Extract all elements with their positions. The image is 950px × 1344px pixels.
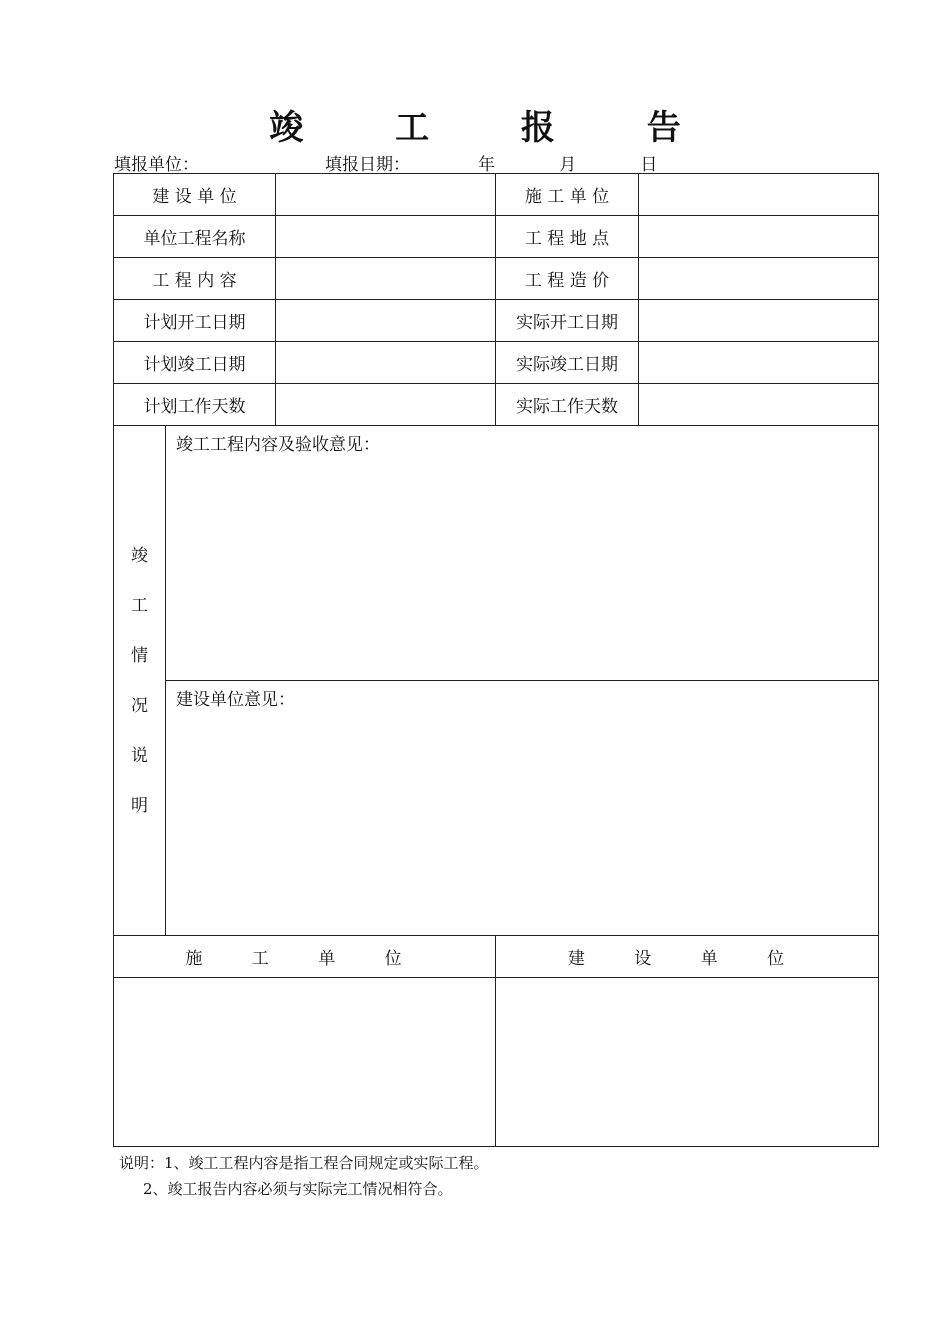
row-label-right: 实际竣工日期 xyxy=(496,342,639,384)
fill-unit-label: 填报单位： xyxy=(114,155,199,175)
contractor-signature-box[interactable] xyxy=(114,978,496,1147)
completion-content-box[interactable] xyxy=(166,426,879,681)
side-char: 明 xyxy=(131,795,148,816)
contractor-header: 施 工 单 位 xyxy=(114,936,496,978)
value-field[interactable] xyxy=(276,384,496,426)
side-char: 工 xyxy=(131,595,148,616)
value-field[interactable] xyxy=(276,300,496,342)
value-field[interactable] xyxy=(276,258,496,300)
note-line-2: 2、竣工报告内容必须与实际完工情况相符合。 xyxy=(143,1180,453,1198)
side-char: 况 xyxy=(131,695,148,716)
completion-content-label: 竣工工程内容及验收意见： xyxy=(176,435,380,455)
value-field[interactable] xyxy=(639,216,879,258)
owner-opinion-label: 建设单位意见： xyxy=(176,690,295,710)
value-field[interactable] xyxy=(639,258,879,300)
form-row xyxy=(114,216,879,258)
row-label-right: 实际工作天数 xyxy=(496,384,639,426)
value-field[interactable] xyxy=(276,174,496,216)
row-label-right: 施 工 单 位 xyxy=(496,174,639,216)
form-row xyxy=(114,342,879,384)
value-field[interactable] xyxy=(639,174,879,216)
signature-row xyxy=(114,978,879,1147)
row-label-right: 实际开工日期 xyxy=(496,300,639,342)
form-row xyxy=(114,258,879,300)
row-label-left: 单位工程名称 xyxy=(114,216,276,258)
row-label-left: 计划工作天数 xyxy=(114,384,276,426)
fill-date-ymd: 年 月 日 xyxy=(478,155,658,175)
owner-header: 建 设 单 位 xyxy=(496,936,879,978)
completion-side-label xyxy=(114,426,166,936)
signature-header-row xyxy=(114,936,879,978)
row-label-right: 工 程 地 点 xyxy=(496,216,639,258)
side-char: 情 xyxy=(131,645,148,666)
row-label-right: 工 程 造 价 xyxy=(496,258,639,300)
owner-opinion-row xyxy=(114,681,879,936)
form-row xyxy=(114,300,879,342)
value-field[interactable] xyxy=(639,384,879,426)
completion-section-row xyxy=(114,426,879,681)
row-label-left: 建 设 单 位 xyxy=(114,174,276,216)
row-label-left: 计划开工日期 xyxy=(114,300,276,342)
fill-date-label: 填报日期： xyxy=(325,155,410,175)
value-field[interactable] xyxy=(639,342,879,384)
value-field[interactable] xyxy=(276,216,496,258)
page-title: 竣 工 报 告 xyxy=(269,108,721,148)
side-char: 说 xyxy=(131,745,148,766)
side-char: 竣 xyxy=(131,545,148,566)
owner-signature-box[interactable] xyxy=(496,978,879,1147)
form-row xyxy=(114,174,879,216)
form-row xyxy=(114,384,879,426)
row-label-left: 计划竣工日期 xyxy=(114,342,276,384)
completion-report-form xyxy=(113,173,879,1147)
value-field[interactable] xyxy=(276,342,496,384)
owner-opinion-box[interactable] xyxy=(166,681,879,936)
value-field[interactable] xyxy=(639,300,879,342)
note-line-1: 说明：1、竣工工程内容是指工程合同规定或实际工程。 xyxy=(119,1154,489,1172)
row-label-left: 工 程 内 容 xyxy=(114,258,276,300)
